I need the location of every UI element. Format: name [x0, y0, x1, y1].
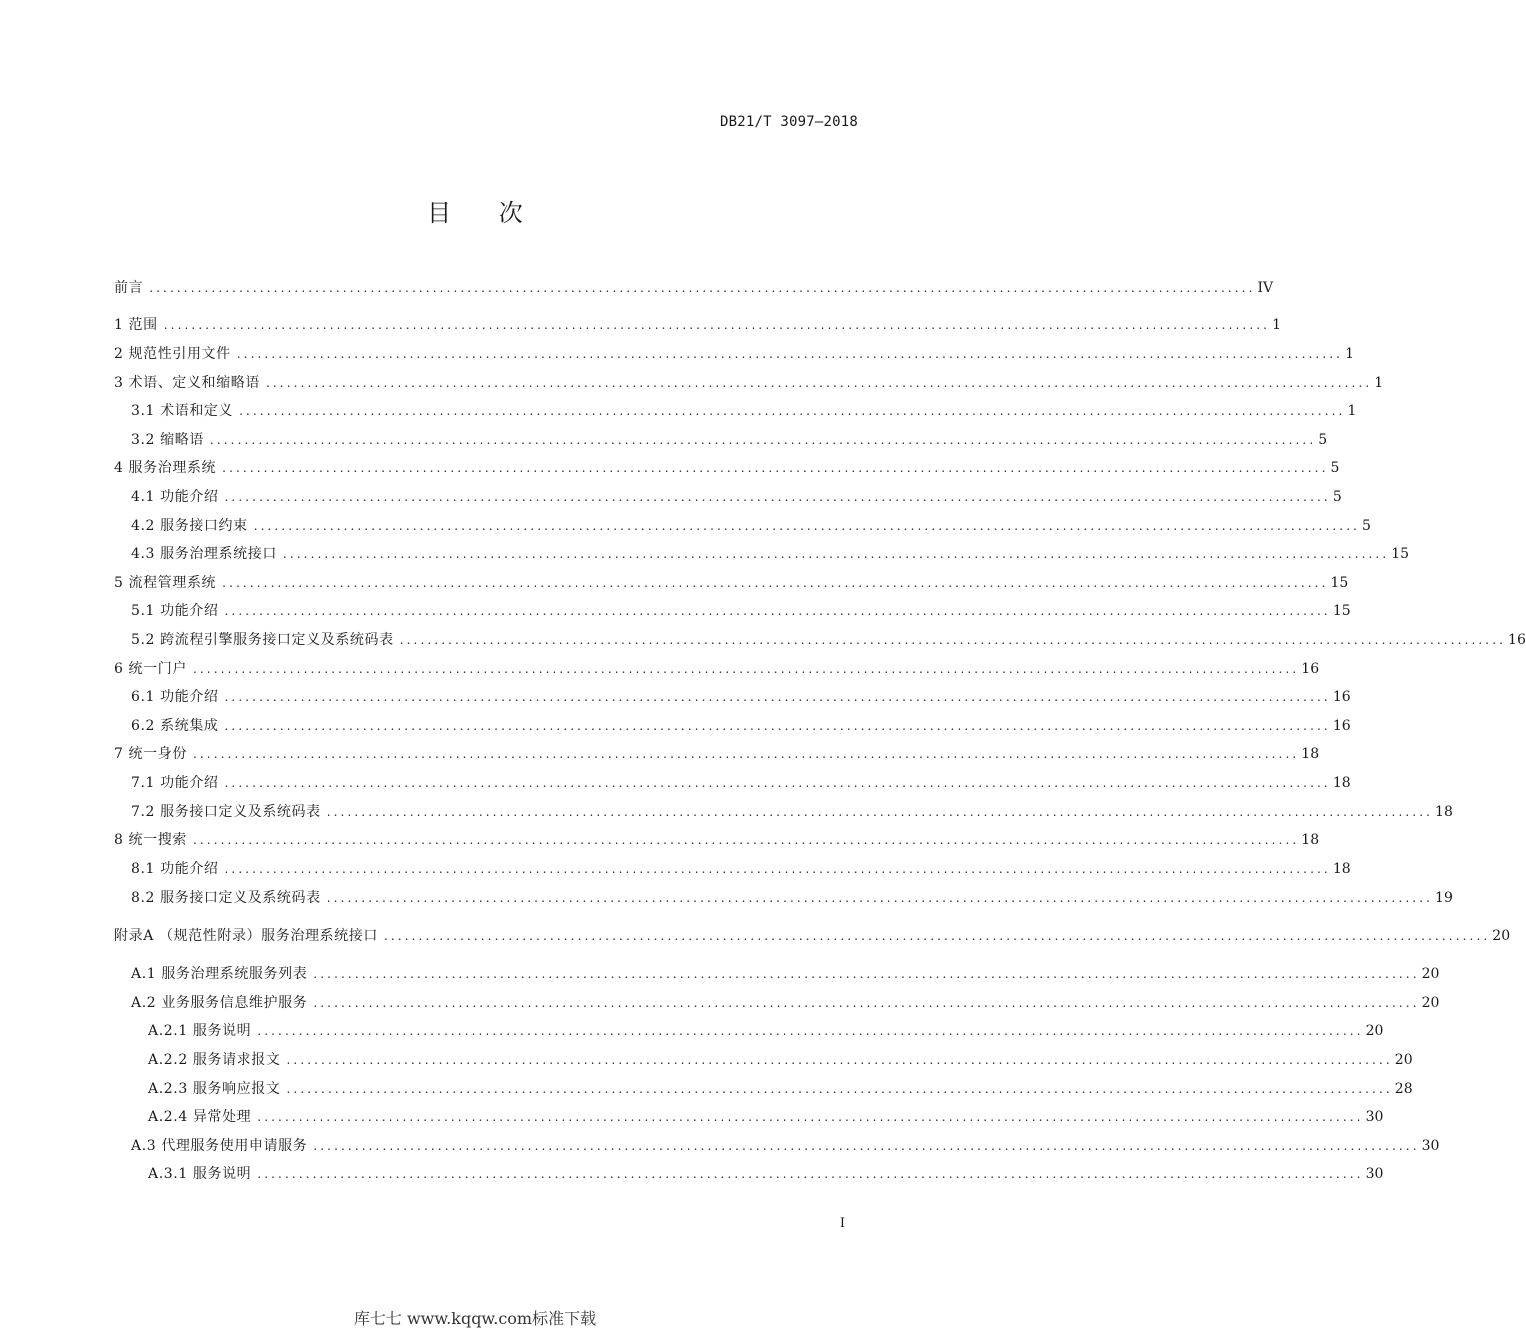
toc-label: A.2 业务服务信息维护服务	[131, 995, 308, 1011]
toc-entry[interactable]	[131, 858, 1351, 880]
toc-entry[interactable]	[114, 925, 1511, 947]
toc-leader-dots: ................................................................................................................................................................	[224, 604, 1331, 618]
toc-leader-dots: ................................................................................................................................................................	[313, 1139, 1420, 1153]
toc-page: 20	[1421, 995, 1440, 1011]
toc-entry[interactable]	[131, 600, 1351, 622]
toc-page: 16	[1332, 689, 1351, 705]
toc-page: 20	[1394, 1052, 1413, 1068]
toc-leader-dots: ................................................................................................................................................................	[192, 662, 1300, 676]
toc-entry[interactable]	[148, 1049, 1413, 1071]
toc-page: 20	[1421, 966, 1440, 982]
toc-entry[interactable]	[131, 515, 1371, 537]
toc-label: 4.3 服务治理系统接口	[131, 546, 277, 562]
toc-page: 30	[1365, 1166, 1384, 1182]
toc-page: 15	[1332, 603, 1351, 619]
toc-entry[interactable]	[131, 772, 1351, 794]
toc-entry[interactable]	[114, 743, 1320, 765]
toc-leader-dots: ................................................................................................................................................................	[313, 996, 1420, 1010]
toc-page: 1	[1347, 403, 1357, 419]
toc-label: 3.1 术语和定义	[131, 403, 234, 419]
toc-page: 16	[1332, 718, 1351, 734]
toc-label: 4.2 服务接口约束	[131, 518, 248, 534]
toc-entry[interactable]	[114, 314, 1281, 336]
toc-page: 30	[1421, 1138, 1440, 1154]
toc-label: 8.2 服务接口定义及系统码表	[131, 890, 321, 906]
toc-entry[interactable]	[148, 1020, 1384, 1042]
toc-leader-dots: ................................................................................................................................................................	[224, 690, 1331, 704]
toc-page: 1	[1345, 346, 1354, 362]
toc-leader-dots: ................................................................................................................................................................	[326, 805, 1434, 819]
toc-page: 18	[1301, 832, 1320, 848]
toc-leader-dots: ................................................................................................................................................................	[222, 576, 1329, 590]
toc-label: 4 服务治理系统	[114, 460, 217, 476]
toc-leader-dots: ................................................................................................................................................................	[253, 519, 1361, 533]
toc-page: 1	[1374, 375, 1384, 391]
toc-page: 1	[1272, 317, 1281, 333]
toc-label: 6.1 功能介绍	[131, 689, 219, 705]
toc-label: 7 统一身份	[114, 746, 187, 762]
toc-entry[interactable]	[131, 801, 1453, 823]
toc-page: 18	[1435, 804, 1453, 820]
toc-page: 18	[1332, 775, 1351, 791]
toc-leader-dots: ................................................................................................................................................................	[224, 862, 1331, 876]
toc-page: 5	[1330, 460, 1340, 476]
toc-leader-dots: ................................................................................................................................................................	[265, 376, 1373, 390]
toc-entry[interactable]	[131, 629, 1526, 651]
toc-label: A.1 服务治理系统服务列表	[131, 966, 308, 982]
document-code: DB21/T 3097—2018	[719, 114, 858, 130]
toc-entry[interactable]	[131, 963, 1440, 985]
toc-leader-dots: ................................................................................................................................................................	[224, 719, 1331, 733]
toc-entry[interactable]	[131, 400, 1357, 422]
toc-label: A.2.1 服务说明	[148, 1023, 252, 1039]
toc-page: 16	[1508, 632, 1526, 648]
toc-entry[interactable]	[131, 543, 1410, 565]
toc-leader-dots: ................................................................................................................................................................	[192, 747, 1300, 761]
toc-entry[interactable]	[148, 1163, 1384, 1185]
toc-leader-dots: ................................................................................................................................................................	[257, 1167, 1364, 1181]
toc-entry[interactable]	[148, 1106, 1384, 1128]
toc-page: 28	[1394, 1081, 1413, 1097]
toc-page: IV	[1257, 280, 1274, 296]
toc-entry[interactable]	[114, 457, 1340, 479]
toc-entry[interactable]	[114, 572, 1349, 594]
toc-entry[interactable]	[131, 1135, 1440, 1157]
toc-leader-dots: ................................................................................................................................................................	[257, 1110, 1364, 1124]
toc-label: 3.2 缩略语	[131, 432, 204, 448]
toc-entry[interactable]	[131, 486, 1342, 508]
toc-title: 目 次	[427, 199, 543, 227]
toc-leader-dots: ................................................................................................................................................................	[224, 490, 1331, 504]
toc-label: A.3 代理服务使用申请服务	[131, 1138, 308, 1154]
watermark-text: 库七七 www.kqqw.com标准下载	[353, 1309, 597, 1328]
toc-page: 16	[1301, 661, 1320, 677]
toc-leader-dots: ................................................................................................................................................................	[282, 547, 1390, 561]
toc-label: A.2.2 服务请求报文	[148, 1052, 281, 1068]
toc-label: 3 术语、定义和缩略语	[114, 375, 260, 391]
toc-leader-dots: ................................................................................................................................................................	[163, 318, 1271, 332]
toc-leader-dots: ................................................................................................................................................................	[236, 347, 1344, 361]
toc-leader-dots: ................................................................................................................................................................	[224, 776, 1331, 790]
toc-label: 5 流程管理系统	[114, 575, 217, 591]
page-number: I	[839, 1216, 845, 1231]
toc-leader-dots: ................................................................................................................................................................	[313, 967, 1420, 981]
toc-entry[interactable]	[131, 992, 1440, 1014]
toc-leader-dots: ................................................................................................................................................................	[286, 1053, 1393, 1067]
toc-page: 15	[1330, 575, 1349, 591]
toc-entry[interactable]	[114, 829, 1320, 851]
toc-label: A.3.1 服务说明	[148, 1166, 252, 1182]
toc-entry[interactable]	[131, 887, 1453, 909]
toc-page: 18	[1301, 746, 1320, 762]
toc-label: 5.1 功能介绍	[131, 603, 219, 619]
toc-page: 15	[1391, 546, 1410, 562]
toc-leader-dots: ................................................................................................................................................................	[383, 929, 1491, 943]
toc-leader-dots: ................................................................................................................................................................	[286, 1082, 1393, 1096]
toc-page: 5	[1362, 518, 1371, 534]
toc-page: 19	[1435, 890, 1453, 906]
toc-leader-dots: ................................................................................................................................................................	[209, 433, 1317, 447]
toc-leader-dots: ................................................................................................................................................................	[222, 461, 1329, 475]
toc-page: 18	[1332, 861, 1351, 877]
toc-entry[interactable]	[114, 343, 1354, 365]
toc-entry[interactable]	[114, 372, 1384, 394]
toc-leader-dots: ................................................................................................................................................................	[257, 1024, 1364, 1038]
toc-label: A.2.3 服务响应报文	[148, 1081, 281, 1097]
toc-page: 5	[1332, 489, 1342, 505]
toc-label: 7.2 服务接口定义及系统码表	[131, 804, 321, 820]
toc-label: 6 统一门户	[114, 661, 187, 677]
toc-leader-dots: ................................................................................................................................................................	[192, 833, 1300, 847]
toc-leader-dots: ................................................................................................................................................................	[326, 891, 1434, 905]
toc-label: 前言	[114, 280, 144, 296]
toc-entry[interactable]	[114, 277, 1274, 299]
toc-label: 2 规范性引用文件	[114, 346, 231, 362]
toc-entry[interactable]	[114, 658, 1320, 680]
toc-entry[interactable]	[131, 715, 1351, 737]
toc-entry[interactable]	[131, 429, 1328, 451]
toc-label: A.2.4 异常处理	[148, 1109, 252, 1125]
toc-label: 1 范围	[114, 317, 158, 333]
toc-entry[interactable]	[148, 1078, 1413, 1100]
toc-label: 7.1 功能介绍	[131, 775, 219, 791]
toc-leader-dots: ................................................................................................................................................................	[399, 633, 1507, 647]
toc-leader-dots: ................................................................................................................................................................	[149, 281, 1256, 295]
toc-label: 5.2 跨流程引擎服务接口定义及系统码表	[131, 632, 394, 648]
toc-label: 4.1 功能介绍	[131, 489, 219, 505]
toc-page: 20	[1365, 1023, 1384, 1039]
toc-label: 8.1 功能介绍	[131, 861, 219, 877]
toc-page: 30	[1365, 1109, 1384, 1125]
toc-leader-dots: ................................................................................................................................................................	[239, 404, 1346, 418]
toc-label: 8 统一搜索	[114, 832, 187, 848]
toc-page: 20	[1492, 928, 1511, 944]
toc-page: 5	[1318, 432, 1328, 448]
toc-label: 附录A （规范性附录）服务治理系统接口	[114, 928, 378, 944]
toc-label: 6.2 系统集成	[131, 718, 219, 734]
toc-entry[interactable]	[131, 686, 1351, 708]
